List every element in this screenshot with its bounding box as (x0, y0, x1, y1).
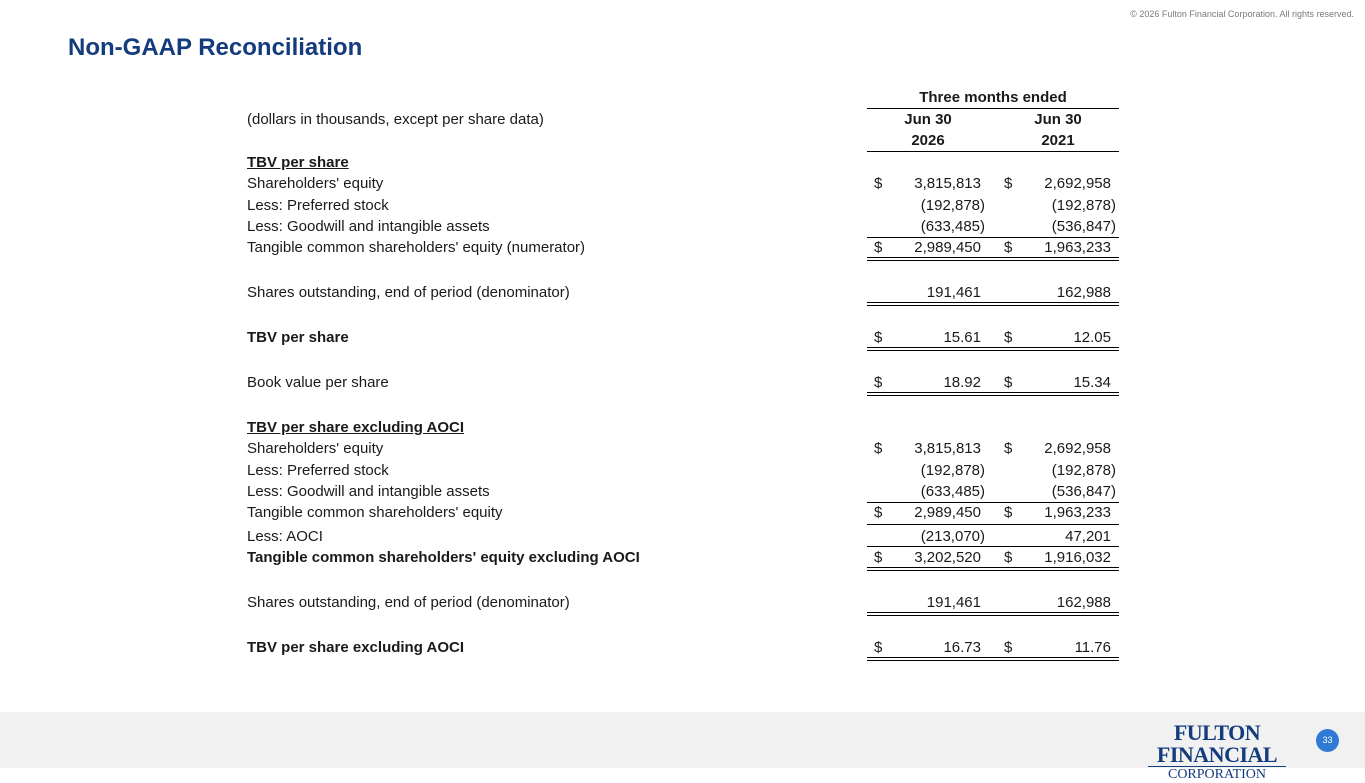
company-logo (1134, 720, 1300, 782)
value-2021: 12.05 (1073, 329, 1111, 346)
value-2021: 2,692,958 (1044, 440, 1111, 457)
value-2026: 16.73 (943, 639, 981, 656)
dollar-sign: $ (874, 175, 883, 192)
value-2026: 191,461 (926, 594, 981, 611)
units-label: (dollars in thousands, except per share data) (247, 111, 544, 128)
value-2026: (213,070) (920, 528, 985, 545)
table-row (0, 416, 1365, 437)
row-label: Shares outstanding, end of period (denominator) (247, 284, 570, 301)
col1-year: 2026 (911, 132, 945, 149)
total-double-rule (867, 347, 1119, 351)
table-row (0, 459, 1365, 480)
row-label: Tangible common shareholders' equity (numerator) (247, 239, 586, 256)
row-label: Less: Goodwill and intangible assets (247, 218, 490, 235)
value-2021: 1,963,233 (1044, 239, 1111, 256)
dollar-sign: $ (1004, 440, 1013, 457)
table-row (0, 371, 1365, 392)
row-label: TBV per share excluding AOCI (247, 419, 464, 436)
dollar-sign: $ (1004, 549, 1013, 566)
value-2021: 1,916,032 (1044, 549, 1111, 566)
dollar-sign: $ (1004, 175, 1013, 192)
row-label: Shareholders' equity (247, 175, 384, 192)
row-label: Shares outstanding, end of period (denominator) (247, 594, 570, 611)
table-row (0, 480, 1365, 501)
col1-month: Jun 30 (904, 111, 952, 128)
value-2021: 162,988 (1056, 594, 1111, 611)
period-header: Three months ended (919, 89, 1067, 106)
row-label: Less: Goodwill and intangible assets (247, 483, 490, 500)
table-row (0, 591, 1365, 612)
dollar-sign: $ (1004, 504, 1013, 521)
table-row (0, 281, 1365, 302)
value-2026: 2,989,450 (914, 239, 981, 256)
value-2026: 3,202,520 (914, 549, 981, 566)
value-2026: (633,485) (920, 483, 985, 500)
dollar-sign: $ (874, 239, 883, 256)
value-2026: 3,815,813 (914, 175, 981, 192)
table-row (0, 437, 1365, 458)
value-2021: 11.76 (1074, 639, 1111, 656)
value-2021: 2,692,958 (1044, 175, 1111, 192)
total-double-rule (867, 567, 1119, 571)
row-label: Less: AOCI (247, 528, 323, 545)
row-label: Less: Preferred stock (247, 197, 389, 214)
value-2021: 15.34 (1073, 374, 1111, 391)
table-row (0, 326, 1365, 347)
logo-line1: FULTON FINANCIAL (1156, 720, 1278, 767)
col2-year: 2021 (1041, 132, 1075, 149)
row-label: TBV per share (247, 154, 349, 171)
total-double-rule (867, 392, 1119, 396)
row-label: Tangible common shareholders' equity (247, 504, 503, 521)
value-2021: 1,963,233 (1044, 504, 1111, 521)
value-2026: (192,878) (920, 197, 985, 214)
table-row (0, 236, 1365, 257)
logo-line2: CORPORATION (1148, 766, 1286, 783)
total-double-rule (867, 612, 1119, 616)
dollar-sign: $ (1004, 329, 1013, 346)
row-label: TBV per share (247, 329, 349, 346)
total-double-rule (867, 302, 1119, 306)
value-2021: (536,847) (1051, 483, 1116, 500)
value-2021: 47,201 (1065, 528, 1111, 545)
table-row (0, 172, 1365, 193)
value-2026: 3,815,813 (914, 440, 981, 457)
copyright-notice: © 2026 Fulton Financial Corporation. All rights reserved. (1130, 9, 1354, 19)
dollar-sign: $ (1004, 239, 1013, 256)
value-2026: (192,878) (920, 462, 985, 479)
dollar-sign: $ (874, 440, 883, 457)
table-row (0, 546, 1365, 567)
value-2026: (633,485) (920, 218, 985, 235)
dollar-sign: $ (1004, 374, 1013, 391)
col2-month: Jun 30 (1034, 111, 1082, 128)
page-number-badge: 33 (1316, 729, 1339, 752)
value-2021: 162,988 (1056, 284, 1111, 301)
table-row (0, 636, 1365, 657)
row-label: Tangible common shareholders' equity excluding AOCI (247, 549, 640, 566)
row-label: Shareholders' equity (247, 440, 384, 457)
dollar-sign: $ (874, 549, 883, 566)
dollar-sign: $ (874, 504, 883, 521)
table-row (0, 151, 1365, 172)
dollar-sign: $ (1004, 639, 1013, 656)
dollar-sign: $ (874, 639, 883, 656)
dollar-sign: $ (874, 329, 883, 346)
total-double-rule (867, 657, 1119, 661)
table-row (0, 501, 1365, 522)
value-2026: 15.61 (943, 329, 981, 346)
value-2026: 2,989,450 (914, 504, 981, 521)
value-2021: (536,847) (1051, 218, 1116, 235)
value-2026: 191,461 (926, 284, 981, 301)
table-row (0, 215, 1365, 236)
row-label: TBV per share excluding AOCI (247, 639, 464, 656)
value-2021: (192,878) (1051, 462, 1116, 479)
period-header-rule (867, 108, 1119, 109)
table-row (0, 194, 1365, 215)
page-title: Non-GAAP Reconciliation (68, 34, 363, 61)
dollar-sign: $ (874, 374, 883, 391)
table-row (0, 525, 1365, 546)
total-double-rule (867, 257, 1119, 261)
value-2021: (192,878) (1051, 197, 1116, 214)
row-label: Book value per share (247, 374, 389, 391)
value-2026: 18.92 (943, 374, 981, 391)
row-label: Less: Preferred stock (247, 462, 389, 479)
